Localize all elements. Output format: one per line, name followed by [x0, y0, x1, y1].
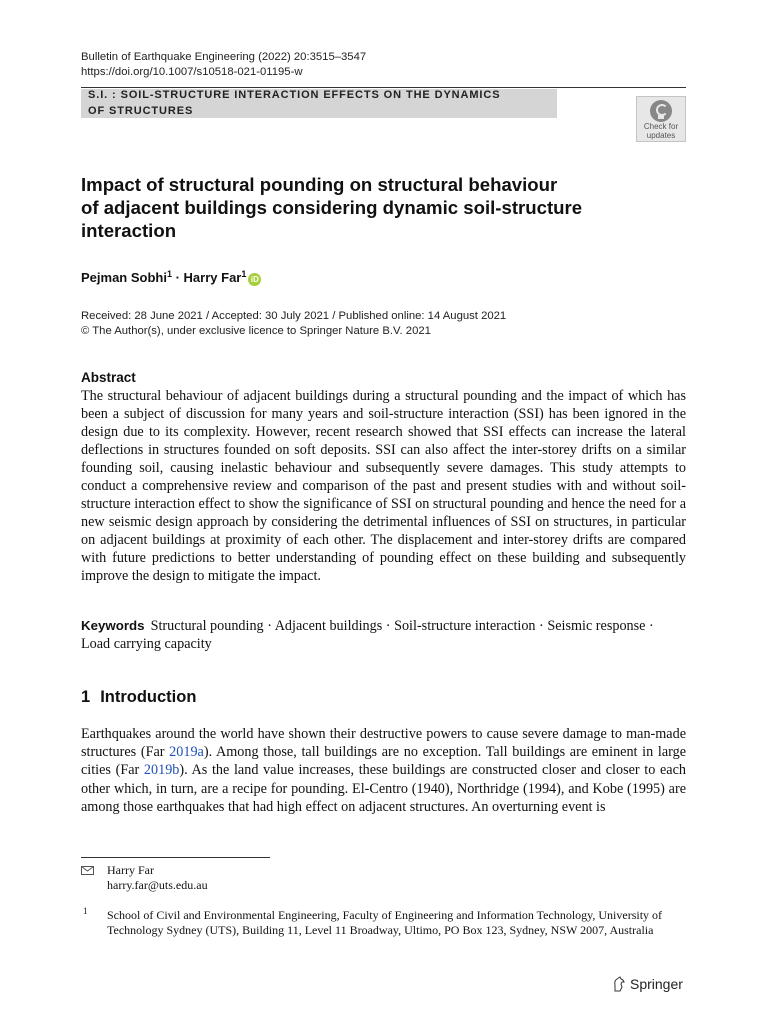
email-link[interactable]: harry.far@uts.edu.au — [107, 878, 208, 892]
dates-line: Received: 28 June 2021 / Accepted: 30 July 2021 / Published online: 14 August 2021 — [81, 310, 507, 322]
title-line: interaction — [81, 220, 177, 241]
envelope-icon — [81, 866, 94, 875]
affiliation-marker: 1 — [241, 269, 247, 279]
introduction-paragraph — [81, 725, 686, 816]
affiliation-text: School of Civil and Environmental Engineering, Faculty of Engineering and Information Technology, University of Technology Sydney (UTS), Building 11, Level 11 Broadway, Ultimo, PO Box 123, Sydney, NSW 2007, Australia — [107, 908, 663, 937]
check-updates-icon — [650, 100, 672, 122]
author-list — [81, 265, 261, 287]
special-issue-line: S.I. : SOIL-STRUCTURE INTERACTION EFFECTS ON THE DYNAMICS — [88, 89, 501, 101]
author-separator: · — [171, 270, 184, 285]
article-title — [81, 173, 641, 242]
journal-citation — [81, 50, 366, 79]
special-issue-line: OF STRUCTURES — [88, 104, 194, 117]
footnote-rule — [81, 857, 270, 858]
check-for-updates-button[interactable] — [636, 96, 686, 142]
journal-line: Bulletin of Earthquake Engineering (2022) 20:3515–3547 — [81, 51, 367, 63]
doi-link[interactable]: https://doi.org/10.1007/s10518-021-01195-w — [81, 65, 303, 78]
affiliation-number: 1 — [83, 906, 88, 916]
abstract-heading: Abstract — [81, 370, 136, 385]
keywords-text: Structural pounding · Adjacent buildings · Soil-structure interaction · Seismic response · Load carrying capacity — [81, 618, 654, 652]
title-line: of adjacent buildings considering dynamic soil-structure — [81, 197, 583, 218]
author-name[interactable]: Pejman Sobhi — [81, 270, 167, 285]
body-text: ). As the land value increases, these buildings are constructed closer and closer to each other which, in turn, are a recipe for pounding. El-Centro (1940), Northridge (1994), and Kobe (1995) are among those earthquakes that had high effect on adjacent structures. An overturning event is — [81, 762, 686, 815]
citation-link[interactable]: 2019b — [143, 762, 180, 779]
check-updates-label: updates — [646, 130, 676, 140]
springer-horse-icon — [612, 976, 626, 992]
publication-dates — [81, 309, 506, 338]
special-issue-label — [88, 88, 550, 119]
publisher-name: Springer — [630, 976, 683, 992]
check-updates-label: Check for — [643, 122, 679, 131]
copyright-line: © The Author(s), under exclusive licence to Springer Nature B.V. 2021 — [81, 324, 431, 337]
section-heading — [81, 687, 196, 707]
keywords-label: Keywords — [81, 618, 145, 633]
body-text: ). Among those, tall buildings are no exception. Tall buildings are eminent in large cities (Far — [81, 744, 686, 779]
corr-name: Harry Far — [107, 863, 154, 877]
author-name[interactable]: Harry Far — [183, 270, 242, 285]
publisher-logo — [612, 975, 683, 993]
title-line: Impact of structural pounding on structural behaviour — [81, 174, 558, 195]
section-title: Introduction — [100, 688, 197, 706]
keywords — [81, 617, 686, 653]
body-text: Earthquakes around the world have shown their destructive powers to cause severe damage to man-made structures (Far — [81, 726, 686, 761]
orcid-icon[interactable]: iD — [248, 273, 261, 286]
section-number: 1 — [81, 688, 91, 706]
abstract-text: The structural behaviour of adjacent buildings during a structural pounding and the impact of which has been a subject of discussion for many years and soil-structure interaction (SSI) has been ignored in the design due to its complexity. However, recent research showed that SSI effects can increase the lateral deflections in structures founded on soft deposits. SSI can also affect the inter-storey drifts on a similar founding soil, causing inelastic behaviour and subsequently severe damages. This study attempts to conduct a comprehensive review and comparison of the past and present studies with and without soil-structure interaction effect to show the significance of SSI on structural pounding and hence the need for a new seismic design approach by considering the detrimental influences of SSI on structures, in particular on adjacent buildings at proximity of each other. The displacement and inter-storey drifts are compared with future predictions to better understanding of pounding effect on these building and subsequently improve the design to mitigate the impact. — [81, 388, 686, 584]
citation-link[interactable]: 2019a — [169, 744, 204, 761]
corresponding-author — [107, 863, 208, 893]
affiliation-marker: 1 — [166, 269, 172, 279]
